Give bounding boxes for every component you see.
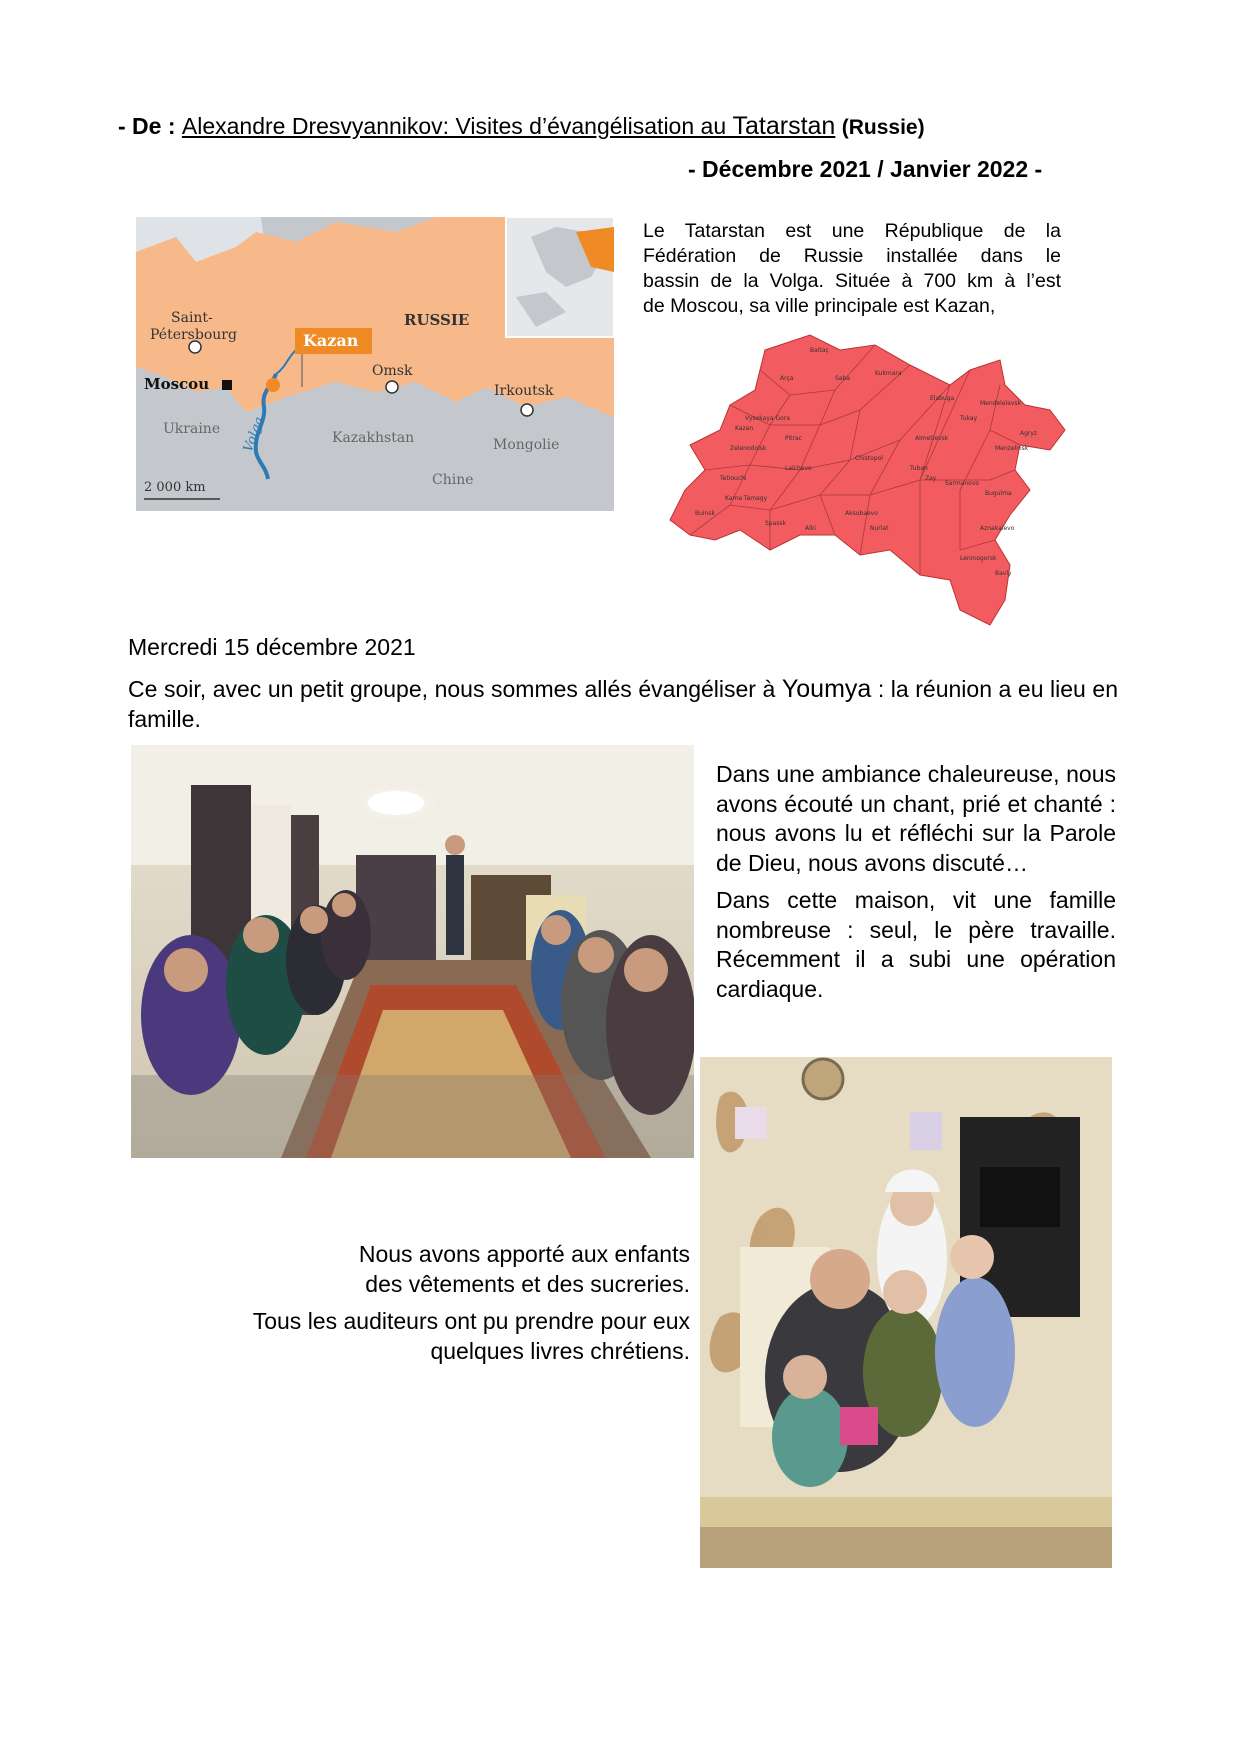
map-label-moscou: Moscou xyxy=(144,375,210,393)
left-line-2: des vêtements et des sucreries. xyxy=(365,1270,690,1297)
district-label: Arça xyxy=(780,375,794,382)
district-label: Chistopol xyxy=(855,455,883,462)
paragraph-start: Ce soir, avec un petit groupe, nous sommes allés évangéliser à xyxy=(128,676,782,702)
section-paragraph xyxy=(128,674,1118,734)
left-line-3: Tous les auditeurs ont pu prendre pour eux xyxy=(252,1308,690,1334)
map-label-volga: Volga xyxy=(240,414,268,455)
map-label-omsk: Omsk xyxy=(372,363,413,379)
map-scale: 2 000 km xyxy=(144,480,206,495)
title-region: Tatarstan xyxy=(732,112,836,140)
map-label-kazan: Kazan xyxy=(303,331,359,350)
russia-map xyxy=(136,217,614,511)
district-label: Bavly xyxy=(995,570,1012,577)
map-label-ukraine: Ukraine xyxy=(163,421,221,437)
section-date: Mercredi 15 décembre 2021 xyxy=(128,634,416,660)
map-label-kazakhstan: Kazakhstan xyxy=(332,430,415,446)
district-label: Baltaç xyxy=(810,347,829,354)
intro-line-3: bassin de la Volga. Située à 700 km à l’est xyxy=(643,270,1061,292)
map-label-irkoutsk: Irkoutsk xyxy=(494,383,554,399)
intro-text xyxy=(643,219,1061,319)
district-label: Bugulma xyxy=(985,490,1012,497)
district-label: Nurlat xyxy=(870,525,889,532)
district-label: Tetiouchi xyxy=(720,475,747,482)
right-paragraph-1: Dans une ambiance chaleureuse, nous avons écouté un chant, prié et chanté : nous avons lu et réfléchi sur la Parole de Dieu, nous avons discuté… xyxy=(716,761,1116,876)
district-label: Pitrac xyxy=(785,435,802,442)
district-label: Alki xyxy=(805,525,816,532)
tatarstan-map xyxy=(660,330,1070,626)
district-label: Sarmanovo xyxy=(945,480,980,487)
district-label: Elabuga xyxy=(930,395,955,402)
map-label-russie: RUSSIE xyxy=(404,311,470,329)
map-label-stpete1: Saint- xyxy=(171,310,213,326)
left-line-1: Nous avons apporté aux enfants xyxy=(358,1241,690,1267)
district-label: Tuban xyxy=(910,465,928,472)
left-text xyxy=(180,1240,690,1374)
district-label: Menzelinsk xyxy=(995,445,1029,452)
district-label: Tukay xyxy=(960,415,978,422)
district-label: Kukmara xyxy=(875,370,902,377)
left-line-4: quelques livres chrétiens. xyxy=(430,1337,690,1364)
paragraph-place: Youmya xyxy=(781,675,872,703)
title-country: (Russie) xyxy=(841,116,925,139)
left-paragraph-1 xyxy=(180,1240,690,1299)
district-label: Mendeleïevsk xyxy=(980,400,1022,407)
district-label: Almetievsk xyxy=(915,435,949,442)
district-label: Buinsk xyxy=(695,510,715,517)
map-label-stpete2: Pétersbourg xyxy=(150,327,237,343)
district-label: Vysokaya Gora xyxy=(745,415,790,422)
district-label: Zelenodolsk xyxy=(730,445,767,452)
intro-line-2: Fédération de Russie installée dans le xyxy=(643,245,1061,267)
left-paragraph-2 xyxy=(180,1307,690,1366)
district-label: Leninogorsk xyxy=(960,555,997,562)
intro-line-1: Le Tatarstan est une République de la xyxy=(643,220,1061,242)
district-label: Zay xyxy=(925,475,937,482)
district-label: Agryz xyxy=(1020,430,1038,437)
paragraph-end: : la réunion a eu lieu en famille. xyxy=(128,676,1118,732)
intro-line-4: de Moscou, sa ville principale est Kazan, xyxy=(643,295,996,317)
district-label: Laïchevo xyxy=(785,465,812,472)
district-label: Saba xyxy=(835,375,850,382)
right-text xyxy=(716,760,1116,1012)
district-label: Spassk xyxy=(765,520,787,527)
district-label: Aksubaevo xyxy=(845,510,878,517)
title-prefix: - De : xyxy=(118,113,182,139)
title-author: Alexandre Dresvyannikov: Visites d’évangélisation au xyxy=(181,113,733,139)
document-title xyxy=(118,112,925,141)
district-label: Aznakaïevo xyxy=(980,525,1015,532)
children-photo xyxy=(700,1057,1112,1568)
district-label: Kama Tamagy xyxy=(725,495,768,502)
map-label-mongolie: Mongolie xyxy=(493,437,560,453)
map-label-chine: Chine xyxy=(432,472,474,488)
gathering-photo xyxy=(131,745,694,1158)
right-paragraph-2: Dans cette maison, vit une famille nombreuse : seul, le père travaille. Récemment il a subi une opération cardiaque. xyxy=(716,887,1116,1002)
document-dates: - Décembre 2021 / Janvier 2022 - xyxy=(688,156,1043,182)
district-label: Kazan xyxy=(735,425,754,432)
